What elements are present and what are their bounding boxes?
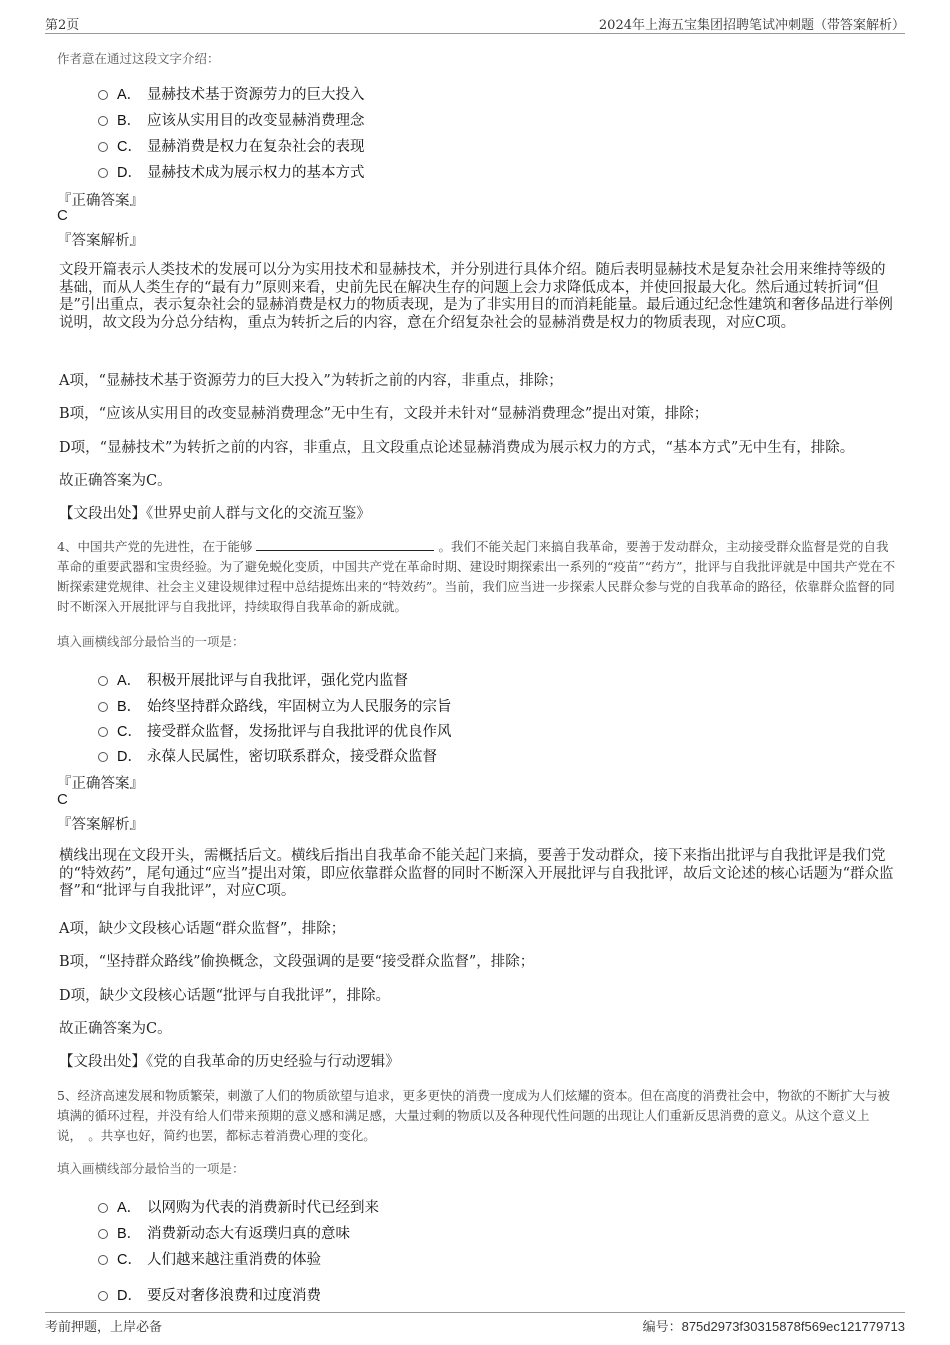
q3-answer-label: 『正确答案』 (57, 193, 144, 209)
q3-prompt: 作者意在通过这段文字介绍： (57, 51, 220, 66)
q3-note-b: B项，“应该从实用目的改变显赫消费理念”无中生有，文段并未针对“显赫消费理念”提出对策，排除； (59, 406, 709, 422)
q5-option-c[interactable]: C． 人们越来越注重消费的体验 (98, 1248, 321, 1269)
q4-answer: C (57, 791, 68, 808)
q4-option-b[interactable]: B． 始终坚持群众路线，牢固树立为人民服务的宗旨 (98, 695, 452, 716)
q5-option-a[interactable]: A． 以网购为代表的消费新时代已经到来 (98, 1196, 379, 1217)
radio-icon[interactable] (98, 702, 108, 712)
q4-note-d: D项，缺少文段核心话题“批评与自我批评”，排除。 (59, 988, 390, 1004)
page-number: 第2页 (45, 18, 80, 33)
q5-option-d[interactable]: D． 要反对奢侈浪费和过度消费 (98, 1284, 321, 1305)
page-footer (45, 1312, 905, 1335)
q4-question-text: 4、中国共产党的先进性，在于能够 。我们不能关起门来搞自我革命，要善于发动群众，主动接受群众监督是党的自我革命的重要武器和宝贵经验。为了避免蜕化变质，中国共产党在革命时期、建设时期探索出一系列的“疫苗”“药方”，批评与自我批评就是中国共产党在不断探索建党规律、社会主义建设规律过程中总结提炼出来的“特效药”。当前，我们应当进一步探索人民群众参与党的自我革命的路径，依靠群众监督的同时不断深入开展批评与自我批评，持续取得自我革命的新成就。 (57, 539, 896, 614)
q4-source: 【文段出处】《党的自我革命的历史经验与行动逻辑》 (59, 1054, 400, 1070)
q4-note-b: B项，“坚持群众路线”偷换概念，文段强调的是要“接受群众监督”，排除； (59, 954, 535, 970)
q5-option-b[interactable]: B． 消费新动态大有返璞归真的意味 (98, 1222, 350, 1243)
q3-source: 【文段出处】《世界史前人群与文化的交流互鉴》 (59, 506, 371, 522)
q3-analysis: 文段开篇表示人类技术的发展可以分为实用技术和显赫技术，并分别进行具体介绍。随后表明显赫技术是复杂社会用来维持等级的基础，而从人类生存的“最有力”原则来看，史前先民在解决生存的问题上会力求降低成本，并使回报最大化。然后通过转折词“但是”引出重点，表示复杂社会的显赫消费是权力的物质表现，是为了非实用目的而消耗能量。最后通过纪念性建筑和奢侈品进行举例说明，故文段为分总分结构，重点为转折之后的内容，意在介绍复杂社会的显赫消费是权力的物质表现，对应C项。 (59, 262, 893, 331)
q4-note-a: A项，缺少文段核心话题“群众监督”，排除； (59, 921, 346, 937)
radio-icon[interactable] (98, 676, 108, 686)
q4-option-a[interactable]: A． 积极开展批评与自我批评，强化党内监督 (98, 669, 408, 690)
q4-analysis: 横线出现在文段开头，需概括后文。横线后指出自我革命不能关起门来搞，要善于发动群众，接下来指出批评与自我批评是我们党的“特效药”，尾句通过“应当”提出对策，即应依靠群众监督的同时不断深入开展批评与自我批评，故后文论述的核心话题为“群众监督”和“批评与自我批评”，对应C项。 (59, 848, 894, 899)
radio-icon[interactable] (98, 168, 108, 178)
q3-option-d[interactable]: D． 显赫技术成为展示权力的基本方式 (98, 161, 365, 182)
q3-analysis-label: 『答案解析』 (57, 233, 144, 249)
radio-icon[interactable] (98, 1203, 108, 1213)
fill-blank (256, 539, 434, 551)
q4-answer-label: 『正确答案』 (57, 776, 144, 792)
q4-option-d[interactable]: D． 永葆人民属性，密切联系群众，接受群众监督 (98, 745, 437, 766)
q3-answer: C (57, 207, 68, 224)
radio-icon[interactable] (98, 142, 108, 152)
q4-option-c[interactable]: C． 接受群众监督，发扬批评与自我批评的优良作风 (98, 720, 452, 741)
radio-icon[interactable] (98, 1229, 108, 1239)
document-code: 编号：875d2973f30315878f569ec121779713 (642, 1319, 905, 1335)
q5-prompt: 填入画横线部分最恰当的一项是： (57, 1161, 245, 1176)
document-title: 2024年上海五宝集团招聘笔试冲刺题（带答案解析） (598, 18, 905, 33)
q3-option-c[interactable]: C． 显赫消费是权力在复杂社会的表现 (98, 135, 365, 156)
page-header (45, 14, 905, 34)
radio-icon[interactable] (98, 116, 108, 126)
q3-note-a: A项，“显赫技术基于资源劳力的巨大投入”为转折之前的内容，非重点，排除； (59, 373, 563, 389)
q4-conclusion: 故正确答案为C。 (59, 1021, 172, 1037)
radio-icon[interactable] (98, 1291, 108, 1301)
footer-slogan: 考前押题，上岸必备 (45, 1320, 163, 1335)
q4-prompt: 填入画横线部分最恰当的一项是： (57, 634, 245, 649)
q3-option-b[interactable]: B． 应该从实用目的改变显赫消费理念 (98, 109, 365, 130)
radio-icon[interactable] (98, 1255, 108, 1265)
radio-icon[interactable] (98, 727, 108, 737)
radio-icon[interactable] (98, 90, 108, 100)
q5-question-text: 5、经济高速发展和物质繁荣，刺激了人们的物质欲望与追求，更多更快的消费一度成为人们炫耀的资本。但在高度的消费社会中，物欲的不断扩大与被填满的循环过程，并没有给人们带来预期的意义感和满足感，大量过剩的物质以及各种现代性问题的出现让人们重新反思消费的意义。从这个意义上说， 。共享也好，简约也罢，都标志着消费心理的变化。 (57, 1088, 890, 1143)
q3-note-d: D项，“显赫技术”为转折之前的内容，非重点，且文段重点论述显赫消费成为展示权力的方式，“基本方式”无中生有，排除。 (59, 440, 855, 456)
q4-analysis-label: 『答案解析』 (57, 817, 144, 833)
radio-icon[interactable] (98, 752, 108, 762)
q3-option-a[interactable]: A． 显赫技术基于资源劳力的巨大投入 (98, 83, 365, 104)
q3-conclusion: 故正确答案为C。 (59, 473, 172, 489)
